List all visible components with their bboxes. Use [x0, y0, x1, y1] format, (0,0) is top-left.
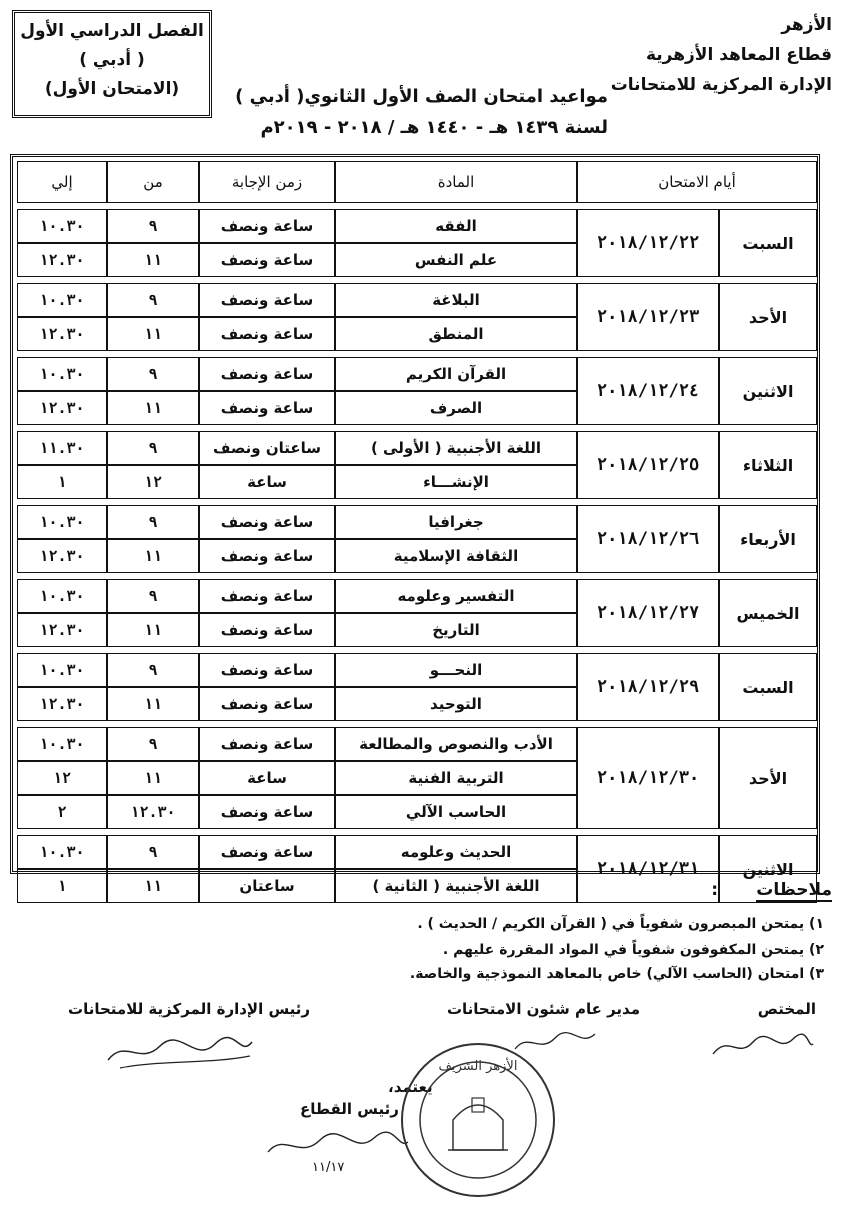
- from-cell: ١٢.٣٠: [107, 795, 199, 829]
- duration-cell: ساعة ونصف: [199, 795, 335, 829]
- from-cell: ١١: [107, 613, 199, 647]
- date-cell: ٢٠١٨/١٢/٣٠: [577, 727, 719, 829]
- semester-line1: الفصل الدراسي الأول: [20, 21, 204, 41]
- duration-cell: ساعة ونصف: [199, 613, 335, 647]
- from-cell: ١١: [107, 687, 199, 721]
- from-cell: ٩: [107, 209, 199, 243]
- from-cell: ٩: [107, 431, 199, 465]
- day-cell: السبت: [719, 653, 817, 721]
- day-cell: الأربعاء: [719, 505, 817, 573]
- date-cell: ٢٠١٨/١٢/٣١: [577, 835, 719, 903]
- subject-cell: الصرف: [335, 391, 577, 425]
- subject-cell: الأدب والنصوص والمطالعة: [335, 727, 577, 761]
- from-cell: ٩: [107, 653, 199, 687]
- note-item: ١) يمتحن المبصرون شفوياً في ( القرآن الكريم / الحديث ) .: [417, 916, 824, 932]
- subject-cell: التاريخ: [335, 613, 577, 647]
- duration-cell: ساعة ونصف: [199, 283, 335, 317]
- sector-head-signature: [262, 1126, 412, 1166]
- subject-cell: المنطق: [335, 317, 577, 351]
- to-cell: ١٢.٣٠: [17, 391, 107, 425]
- approve-label: يعتمد،: [388, 1078, 433, 1096]
- from-cell: ١١: [107, 243, 199, 277]
- from-cell: ١٢: [107, 465, 199, 499]
- to-cell: ١٠.٣٠: [17, 505, 107, 539]
- duration-cell: ساعة ونصف: [199, 505, 335, 539]
- notes-colon: :: [711, 880, 718, 900]
- to-cell: ١٠.٣٠: [17, 727, 107, 761]
- to-cell: ١٠.٣٠: [17, 209, 107, 243]
- from-cell: ٩: [107, 357, 199, 391]
- to-cell: ١٢.٣٠: [17, 539, 107, 573]
- subject-cell: اللغة الأجنبية ( الثانية ): [335, 869, 577, 903]
- to-cell: ١١.٣٠: [17, 431, 107, 465]
- duration-cell: ساعة ونصف: [199, 209, 335, 243]
- day-cell: الثلاثاء: [719, 431, 817, 499]
- date-cell: ٢٠١٨/١٢/٢٦: [577, 505, 719, 573]
- to-cell: ١٠.٣٠: [17, 653, 107, 687]
- central-head-signature: [100, 1030, 260, 1075]
- subject-cell: الفقه: [335, 209, 577, 243]
- subject-cell: القرآن الكريم: [335, 357, 577, 391]
- duration-cell: ساعة ونصف: [199, 243, 335, 277]
- to-cell: ١٠.٣٠: [17, 835, 107, 869]
- subject-cell: الإنشـــاء: [335, 465, 577, 499]
- from-cell: ١١: [107, 539, 199, 573]
- subject-cell: علم النفس: [335, 243, 577, 277]
- date-cell: ٢٠١٨/١٢/٢٣: [577, 283, 719, 351]
- subject-cell: اللغة الأجنبية ( الأولى ): [335, 431, 577, 465]
- from-cell: ٩: [107, 835, 199, 869]
- header-subject: المادة: [335, 161, 577, 203]
- duration-cell: ساعتان: [199, 869, 335, 903]
- semester-line3: (الامتحان الأول): [44, 79, 180, 99]
- day-cell: الاثنين: [719, 357, 817, 425]
- header-from: من: [107, 161, 199, 203]
- from-cell: ١١: [107, 391, 199, 425]
- from-cell: ٩: [107, 283, 199, 317]
- duration-cell: ساعة ونصف: [199, 835, 335, 869]
- subject-cell: الثقافة الإسلامية: [335, 539, 577, 573]
- to-cell: ١٢: [17, 761, 107, 795]
- notes-title: ملاحظات: [756, 880, 832, 900]
- day-cell: الأحد: [719, 283, 817, 351]
- header-exam-days: أيام الامتحان: [577, 161, 817, 203]
- to-cell: ١: [17, 869, 107, 903]
- duration-cell: ساعة ونصف: [199, 653, 335, 687]
- org-header: [592, 10, 832, 100]
- duration-cell: ساعتان ونصف: [199, 431, 335, 465]
- dept-name: الإدارة المركزية للامتحانات: [610, 75, 832, 95]
- duration-cell: ساعة: [199, 465, 335, 499]
- duration-cell: ساعة ونصف: [199, 357, 335, 391]
- sector-name: قطاع المعاهد الأزهرية: [645, 45, 832, 65]
- to-cell: ١٠.٣٠: [17, 283, 107, 317]
- to-cell: ٢: [17, 795, 107, 829]
- day-cell: الاثنين: [719, 835, 817, 903]
- to-cell: ١٢.٣٠: [17, 613, 107, 647]
- to-cell: ١٢.٣٠: [17, 687, 107, 721]
- central-head-label: رئيس الإدارة المركزية للامتحانات: [68, 1000, 311, 1018]
- to-cell: ١: [17, 465, 107, 499]
- duration-cell: ساعة: [199, 761, 335, 795]
- subject-cell: التفسير وعلومه: [335, 579, 577, 613]
- to-cell: ١٢.٣٠: [17, 317, 107, 351]
- from-cell: ١١: [107, 761, 199, 795]
- to-cell: ١٠.٣٠: [17, 579, 107, 613]
- duration-cell: ساعة ونصف: [199, 391, 335, 425]
- sector-head-label: رئيس القطاع: [300, 1100, 399, 1118]
- to-cell: ١٠.٣٠: [17, 357, 107, 391]
- subject-cell: النحـــو: [335, 653, 577, 687]
- handwritten-date: ١١/١٧: [312, 1160, 345, 1175]
- duration-cell: ساعة ونصف: [199, 317, 335, 351]
- subject-cell: جغرافيا: [335, 505, 577, 539]
- semester-line2: ( أدبي ): [79, 50, 145, 70]
- subject-cell: التوحيد: [335, 687, 577, 721]
- subject-cell: الحديث وعلومه: [335, 835, 577, 869]
- stamp-text: الأزهر الشريف: [438, 1059, 518, 1074]
- date-cell: ٢٠١٨/١٢/٢٩: [577, 653, 719, 721]
- date-cell: ٢٠١٨/١٢/٢٢: [577, 209, 719, 277]
- from-cell: ٩: [107, 727, 199, 761]
- date-cell: ٢٠١٨/١٢/٢٧: [577, 579, 719, 647]
- duration-cell: ساعة ونصف: [199, 579, 335, 613]
- academic-year: لسنة ١٤٣٩ هـ - ١٤٤٠ هـ / ٢٠١٨ - ٢٠١٩م: [260, 117, 608, 138]
- day-cell: الخميس: [719, 579, 817, 647]
- specialist-label: المختص: [757, 1000, 816, 1018]
- page-title: مواعيد امتحان الصف الأول الثانوي( أدبي ): [235, 86, 608, 107]
- exam-director-label: مدير عام شئون الامتحانات: [446, 1000, 640, 1018]
- day-cell: الأحد: [719, 727, 817, 829]
- from-cell: ٩: [107, 579, 199, 613]
- official-stamp: [398, 1040, 558, 1200]
- subject-cell: الحاسب الآلي: [335, 795, 577, 829]
- date-cell: ٢٠١٨/١٢/٢٥: [577, 431, 719, 499]
- from-cell: ٩: [107, 505, 199, 539]
- semester-box: [12, 10, 212, 118]
- org-name: الأزهر: [781, 15, 832, 35]
- subject-cell: التربية الفنية: [335, 761, 577, 795]
- note-item: ٣) امتحان (الحاسب الآلي) خاص بالمعاهد النموذجية والخاصة.: [409, 966, 824, 982]
- duration-cell: ساعة ونصف: [199, 727, 335, 761]
- duration-cell: ساعة ونصف: [199, 687, 335, 721]
- to-cell: ١٢.٣٠: [17, 243, 107, 277]
- specialist-signature: [708, 1024, 818, 1064]
- duration-cell: ساعة ونصف: [199, 539, 335, 573]
- from-cell: ١١: [107, 869, 199, 903]
- from-cell: ١١: [107, 317, 199, 351]
- day-cell: السبت: [719, 209, 817, 277]
- header-duration: زمن الإجابة: [199, 161, 335, 203]
- header-to: إلي: [17, 161, 107, 203]
- note-item: ٢) يمتحن المكفوفون شفوياً في المواد المقررة عليهم .: [442, 942, 824, 958]
- subject-cell: البلاغة: [335, 283, 577, 317]
- date-cell: ٢٠١٨/١٢/٢٤: [577, 357, 719, 425]
